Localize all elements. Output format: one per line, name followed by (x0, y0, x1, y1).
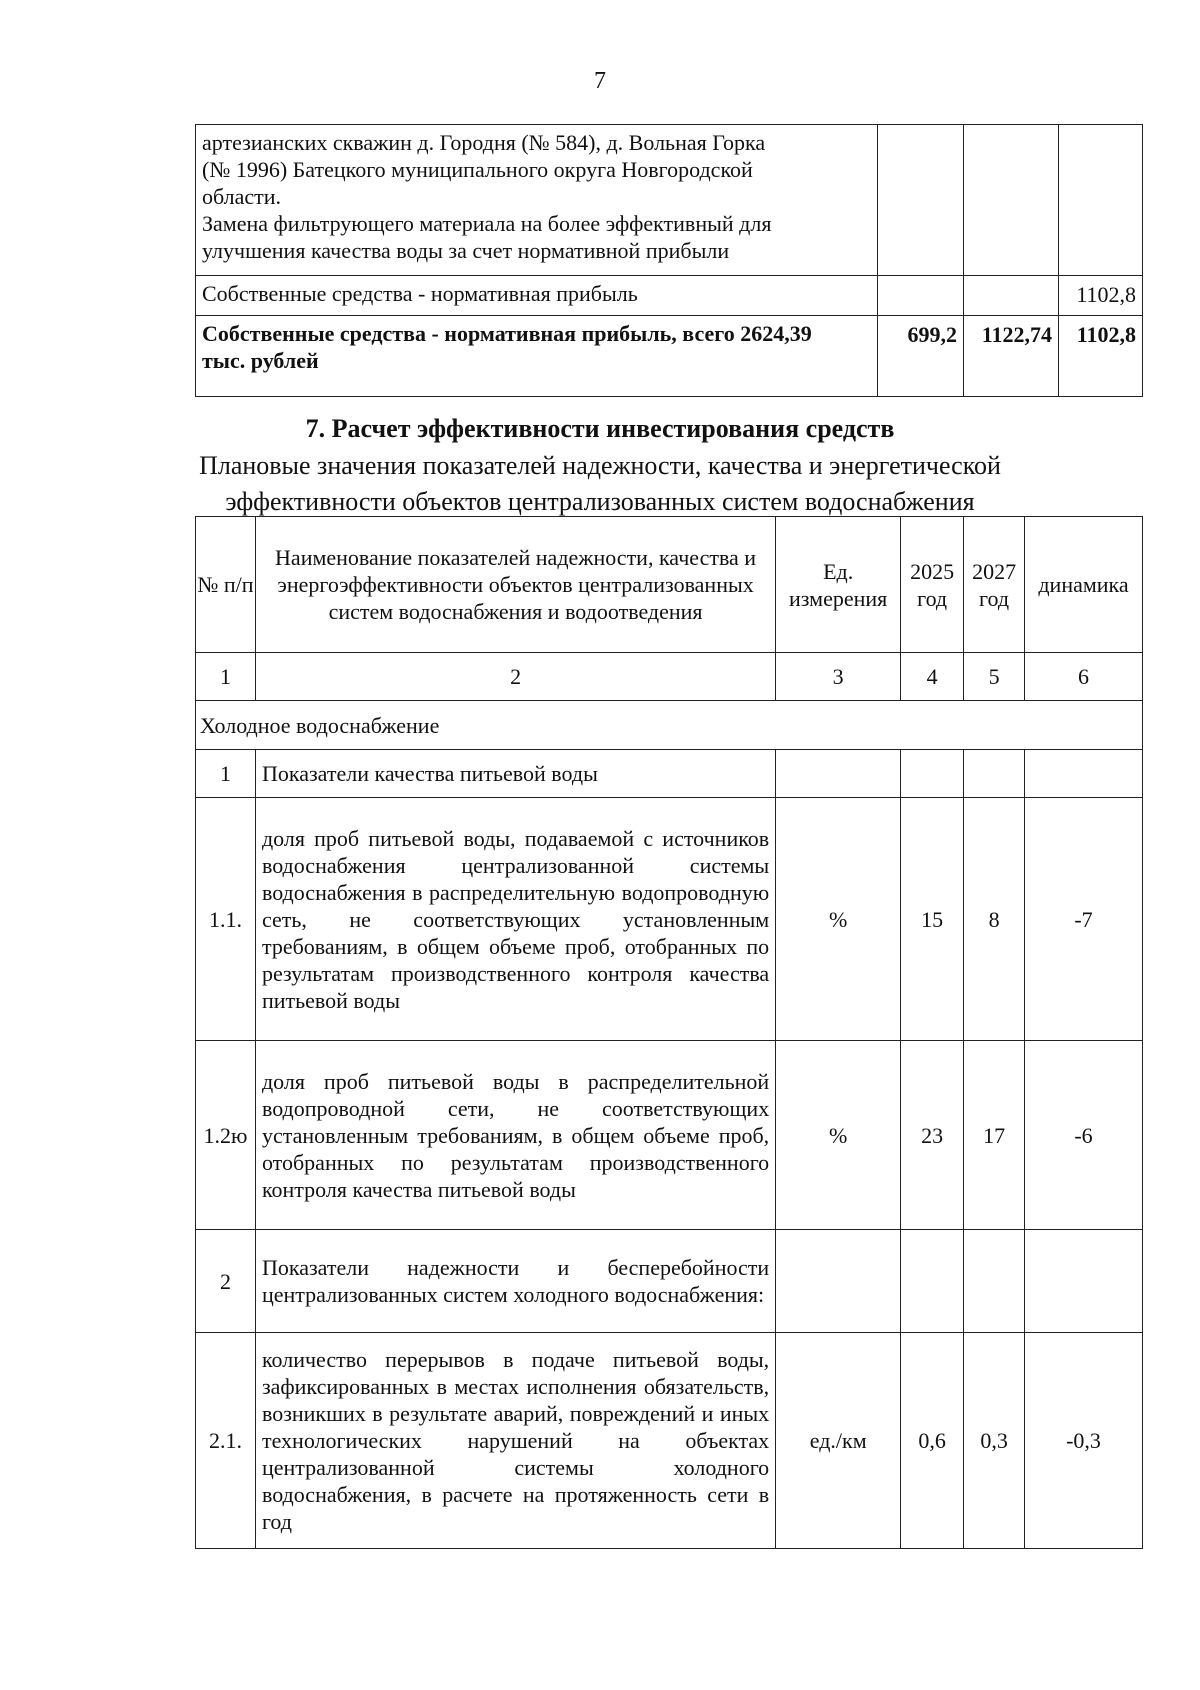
value-cell (878, 125, 964, 276)
table-row (196, 1041, 1143, 1230)
row-num: 2 (196, 1230, 256, 1333)
text-line: Замена фильтрующего материала на более эффективный для (202, 211, 772, 236)
value-cell: 1102,8 (1059, 276, 1143, 316)
header-2027: 2027 год (964, 517, 1025, 653)
section-title-cell: Холодное водоснабжение (196, 701, 1143, 750)
table-row (196, 798, 1143, 1041)
col-number: 1 (196, 653, 256, 701)
row-num: 1.1. (196, 798, 256, 1041)
col-number: 5 (964, 653, 1025, 701)
section-heading: 7. Расчет эффективности инвестирования средств (305, 414, 895, 443)
text-line: (№ 1996) Батецкого муниципального округа Новгородской (202, 157, 753, 182)
header-dynamics: динамика (1025, 517, 1143, 653)
dynamics-cell (1025, 750, 1143, 798)
unit-cell: % (776, 798, 901, 1041)
row-num: 1 (196, 750, 256, 798)
unit-cell: % (776, 1041, 901, 1230)
value-2025: 23 (901, 1041, 964, 1230)
header-num: № п/п (196, 517, 256, 653)
value-cell (964, 276, 1059, 316)
indicators-table (195, 516, 1143, 1549)
dynamics-cell (1025, 1230, 1143, 1333)
funding-total-description (196, 316, 878, 397)
row-num: 1.2ю (196, 1041, 256, 1230)
column-numbers-row (196, 653, 1143, 701)
text-line: улучшения качества воды за счет нормативной прибыли (202, 238, 730, 263)
section-row (196, 701, 1143, 750)
value-cell (1059, 125, 1143, 276)
value-2025 (901, 1230, 964, 1333)
value-2025: 0,6 (901, 1333, 964, 1549)
funding-table (195, 124, 1143, 397)
dynamics-cell: -6 (1025, 1041, 1143, 1230)
value-cell (878, 276, 964, 316)
value-2027: 17 (964, 1041, 1025, 1230)
table-row (196, 125, 1143, 276)
row-num: 2.1. (196, 1333, 256, 1549)
dynamics-cell: -0,3 (1025, 1333, 1143, 1549)
col-number: 3 (776, 653, 901, 701)
table-row-total (196, 316, 1143, 397)
funding-description (196, 276, 878, 316)
dynamics-cell: -7 (1025, 798, 1143, 1041)
text-line: области. (202, 184, 282, 209)
value-2027 (964, 1230, 1025, 1333)
text-line: артезианских скважин д. Городня (№ 584), д. Вольная Горка (202, 130, 766, 155)
page-number: 7 (594, 68, 606, 94)
value-2027 (964, 750, 1025, 798)
value-2025: 15 (901, 798, 964, 1041)
value-2027: 0,3 (964, 1333, 1025, 1549)
indicator-name: доля проб питьевой воды, подаваемой с источников водоснабжения централизованной системы водоснабжения в распределительную водопроводную сеть, не соответствующих установленным требованиям, в общем объеме проб, отобранных по результатам производственного контроля качества питьевой воды (255, 798, 775, 1041)
header-unit: Ед. измерения (776, 517, 901, 653)
header-name: Наименование показателей надежности, качества и энергоэффективности объектов централизованных систем водоснабжения и водоотведения (255, 517, 775, 653)
indicator-name: Показатели качества питьевой воды (255, 750, 775, 798)
section-subheading: Плановые значения показателей надежности, качества и энергетической эффективности объектов централизованных систем водоснабжения (199, 451, 1001, 516)
table-row (196, 750, 1143, 798)
header-row (196, 517, 1143, 653)
unit-cell: ед./км (776, 1333, 901, 1549)
unit-cell (776, 750, 901, 798)
table-row (196, 1333, 1143, 1549)
total-value-cell: 699,2 (878, 316, 964, 397)
text-line: Собственные средства - нормативная прибыль (202, 281, 638, 306)
text-line: тыс. рублей (202, 348, 319, 373)
total-value-cell: 1122,74 (964, 316, 1059, 397)
funding-description (196, 125, 878, 276)
unit-cell (776, 1230, 901, 1333)
text-line: Собственные средства - нормативная прибыль, всего 2624,39 (202, 321, 812, 346)
indicator-name: количество перерывов в подаче питьевой воды, зафиксированных в местах исполнения обязательств, возникших в результате аварий, повреждений и иных технологических нарушений на объектах централизованной системы холодного водоснабжения, в расчете на протяженность сети в год (255, 1333, 775, 1549)
header-2025: 2025 год (901, 517, 964, 653)
col-number: 4 (901, 653, 964, 701)
table-row (196, 1230, 1143, 1333)
value-2025 (901, 750, 964, 798)
col-number: 2 (255, 653, 775, 701)
indicator-name: доля проб питьевой воды в распределительной водопроводной сети, не соответствующих установленным требованиям, в общем объеме проб, отобранных по результатам производственного контроля качества питьевой воды (255, 1041, 775, 1230)
value-cell (964, 125, 1059, 276)
col-number: 6 (1025, 653, 1143, 701)
table-row (196, 276, 1143, 316)
total-value-cell: 1102,8 (1059, 316, 1143, 397)
value-2027: 8 (964, 798, 1025, 1041)
indicator-name: Показатели надежности и бесперебойности централизованных систем холодного водоснабжения: (255, 1230, 775, 1333)
